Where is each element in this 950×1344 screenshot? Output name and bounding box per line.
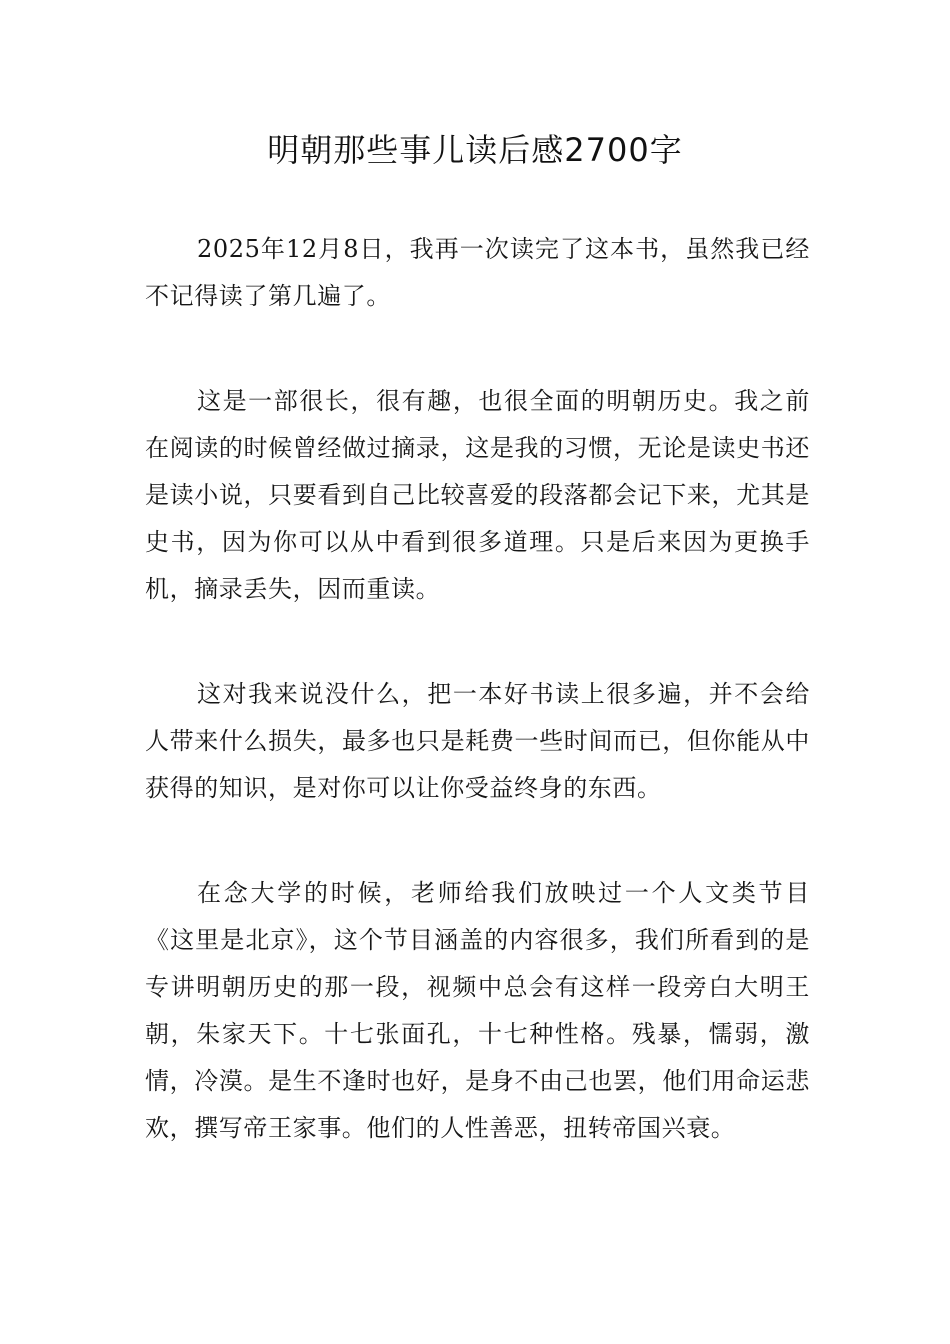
paragraph-2: 这是一部很长，很有趣，也很全面的明朝历史。我之前在阅读的时候曾经做过摘录，这是我的习惯，无论是读史书还是读小说，只要看到自己比较喜爱的段落都会记下来，尤其是史书，因为你可以从中看到很多道理。只是后来因为更换手机，摘录丢失，因而重读。 (145, 387, 810, 603)
paragraph-1: 2025年12月8日，我再一次读完了这本书，虽然我已经不记得读了第几遍了。 (145, 235, 810, 310)
document-body (145, 226, 810, 1210)
paragraph-4: 在念大学的时候，老师给我们放映过一个人文类节目《这里是北京》，这个节目涵盖的内容很多，我们所看到的是专讲明朝历史的那一段，视频中总会有这样一段旁白大明王朝，朱家天下。十七张面孔，十七种性格。残暴，懦弱，激情，冷漠。是生不逢时也好，是身不由己也罢，他们用命运悲欢，撰写帝王家事。他们的人性善恶，扭转帝国兴衰。 (145, 879, 810, 1142)
paragraph-3: 这对我来说没什么，把一本好书读上很多遍，并不会给人带来什么损失，最多也只是耗费一些时间而已，但你能从中获得的知识，是对你可以让你受益终身的东西。 (145, 680, 810, 802)
document-title: 明朝那些事儿读后感2700字 (267, 131, 683, 169)
